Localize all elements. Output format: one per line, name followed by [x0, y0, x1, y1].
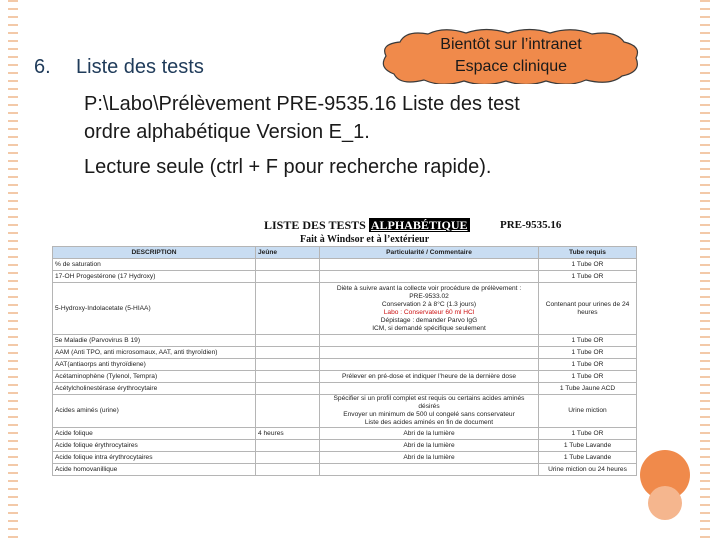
cell-line: ICM, si demandé spécifique seulement: [372, 324, 486, 332]
cell-comment: [320, 440, 539, 452]
cell-description: AAM (Anti TPO, anti microsomaux, AAT, anti thyroïdien): [53, 347, 256, 359]
cell-line: heures: [577, 308, 598, 316]
cell-description: Acide folique érythrocytaires: [53, 440, 256, 452]
table-row: [53, 395, 637, 428]
table-row: [53, 452, 637, 464]
cell-description: 5e Maladie (Parvovirus B 19): [53, 335, 256, 347]
header-tube: Tube requis: [539, 247, 637, 259]
cell-description: Acide folique intra érythrocytaires: [53, 452, 256, 464]
cell-tube: [539, 428, 637, 440]
cell-tube: [539, 371, 637, 383]
cell-description: Acétaminophène (Tylenol, Tempra): [53, 371, 256, 383]
table-row: [53, 335, 637, 347]
cell-line: 1 Tube Jaune ACD: [559, 384, 616, 392]
cell-line: Abri de la lumière: [403, 453, 455, 461]
left-decorative-rail: [8, 0, 18, 540]
cell-comment: [320, 359, 539, 371]
tests-table-body: [53, 259, 637, 476]
cell-line: Diète à suivre avant la collecte voir procédure de prélèvement :: [336, 284, 522, 292]
cell-tube: [539, 271, 637, 283]
table-row: [53, 383, 637, 395]
cell-line: 1 Tube Lavande: [563, 453, 612, 461]
cell-description: Acide homovanillique: [53, 464, 256, 476]
cell-comment: [320, 371, 539, 383]
cell-jeune: [256, 347, 320, 359]
cell-description: Acides aminés (urine): [53, 395, 256, 428]
header-jeune: Jeûne: [256, 247, 320, 259]
table-row: [53, 440, 637, 452]
version-line: ordre alphabétique Version E_1.: [84, 121, 370, 143]
cell-line: Dépistage : demander Parvo IgG: [380, 316, 478, 324]
cell-line: 1 Tube OR: [571, 336, 604, 344]
cell-tube: [539, 283, 637, 335]
table-row: [53, 359, 637, 371]
cell-line: Contenant pour urines de 24: [545, 300, 630, 308]
document-image: [50, 215, 640, 513]
callout-line-2: Espace clinique: [454, 58, 568, 75]
cell-line: PRE-9533.02: [409, 292, 449, 300]
document-title: [264, 218, 470, 233]
table-row: [53, 283, 637, 335]
cell-jeune: [256, 259, 320, 271]
cell-tube: [539, 383, 637, 395]
cell-jeune: [256, 464, 320, 476]
cell-comment: [320, 452, 539, 464]
cell-jeune: [256, 395, 320, 428]
table-row: [53, 347, 637, 359]
cell-tube: [539, 440, 637, 452]
cell-comment: [320, 395, 539, 428]
cell-line: 1 Tube OR: [571, 348, 604, 356]
table-header-row: [53, 247, 637, 259]
document-title-prefix: LISTE DES TESTS: [264, 218, 366, 232]
cell-line: Liste des acides aminés en fin de document: [364, 419, 494, 426]
document-title-highlight: ALPHABÉTIQUE: [370, 218, 468, 232]
cell-comment: [320, 283, 539, 335]
callout-cloud: [380, 28, 642, 84]
header-comment: Particularité / Commentaire: [320, 247, 539, 259]
cell-comment: [320, 464, 539, 476]
table-row: [53, 259, 637, 271]
cell-description: % de saturation: [53, 259, 256, 271]
peach-circle-decoration: [648, 486, 682, 520]
cell-line: Abri de la lumière: [403, 441, 455, 449]
cell-tube: [539, 452, 637, 464]
cell-tube: [539, 335, 637, 347]
cell-comment: [320, 259, 539, 271]
callout-line-1: Bientôt sur l’intranet: [440, 36, 582, 53]
heading-number: 6.: [34, 56, 51, 78]
cell-jeune: [256, 452, 320, 464]
cell-jeune: [256, 383, 320, 395]
document-code: PRE-9535.16: [500, 219, 562, 231]
cell-comment: [320, 335, 539, 347]
cell-line: 1 Tube Lavande: [563, 441, 612, 449]
table-row: [53, 428, 637, 440]
cell-tube: [539, 464, 637, 476]
cell-jeune: [256, 283, 320, 335]
cell-comment: [320, 347, 539, 359]
slide-heading: [34, 56, 204, 79]
cell-tube: [539, 395, 637, 428]
cell-line: Abri de la lumière: [403, 429, 455, 437]
cell-jeune: [256, 359, 320, 371]
table-row: [53, 371, 637, 383]
table-row: [53, 464, 637, 476]
cell-line: 1 Tube OR: [571, 260, 604, 268]
cell-tube: [539, 347, 637, 359]
cell-line: 1 Tube OR: [571, 360, 604, 368]
cell-description: AAT(antiaorps anti thyroïdiene): [53, 359, 256, 371]
cell-line: 1 Tube OR: [571, 372, 604, 380]
cell-tube: [539, 359, 637, 371]
cell-line: 1 Tube OR: [571, 272, 604, 280]
cell-line: Urine miction: [568, 407, 607, 414]
cell-jeune: [256, 271, 320, 283]
document-subtitle: Fait à Windsor et à l’extérieur: [300, 234, 430, 245]
cell-tube: [539, 259, 637, 271]
cell-jeune: [256, 371, 320, 383]
tests-table: [52, 246, 637, 476]
readonly-note-line: Lecture seule (ctrl + F pour recherche rapide).: [84, 156, 492, 178]
cell-line: Spécifier si un profil complet est requis ou certains acides aminés désirés: [333, 395, 525, 410]
heading-text: Liste des tests: [76, 56, 204, 78]
cell-line: 1 Tube OR: [571, 429, 604, 437]
header-description: DESCRIPTION: [53, 247, 256, 259]
cell-description: 17-OH Progestérone (17 Hydroxy): [53, 271, 256, 283]
right-decorative-rail: [700, 0, 710, 540]
cell-line: Urine miction ou 24 heures: [548, 465, 627, 473]
table-row: [53, 271, 637, 283]
cell-line: Conservation 2 à 8°C (1.3 jours): [381, 300, 477, 308]
cell-comment: [320, 383, 539, 395]
cell-comment: [320, 271, 539, 283]
cell-jeune: 4 heures: [256, 428, 320, 440]
cell-description: 5-Hydroxy-Indolacetate (5-HIAA): [53, 283, 256, 335]
cell-description: Acide folique: [53, 428, 256, 440]
file-path-line: P:\Labo\Prélèvement PRE-9535.16 Liste des test: [84, 93, 520, 115]
cell-description: Acétylcholinestérase érythrocytaire: [53, 383, 256, 395]
cell-line: Prélever en pré-dose et indiquer l’heure de la dernière dose: [341, 372, 517, 380]
cell-line: Labo : Conservateur 60 ml HCl: [383, 308, 475, 316]
cell-comment: [320, 428, 539, 440]
cell-jeune: [256, 335, 320, 347]
cell-line: Envoyer un minimum de 500 ul congelé sans conservateur: [343, 411, 515, 418]
cell-jeune: [256, 440, 320, 452]
